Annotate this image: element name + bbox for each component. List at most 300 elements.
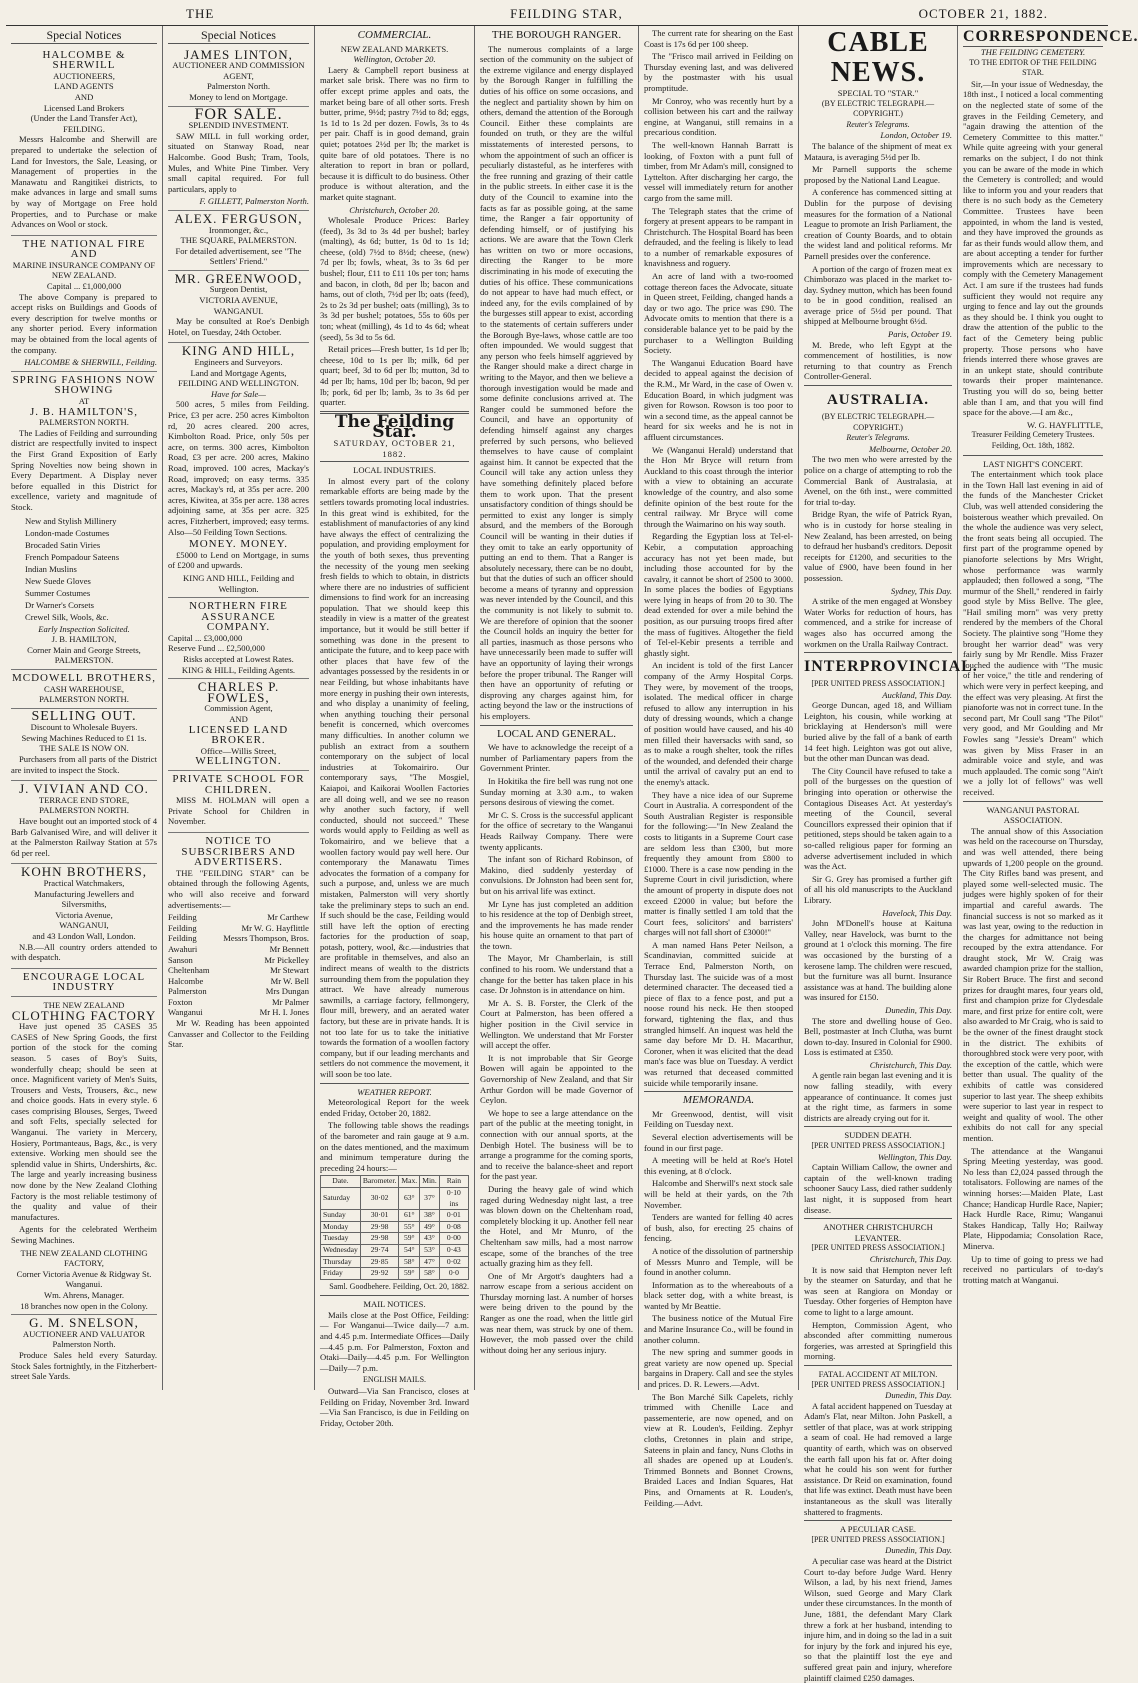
- agent-place: Halcombe: [168, 975, 204, 986]
- kinghill-sig: KING AND HILL, Feilding and Wellington.: [183, 572, 294, 594]
- notice-ad: [168, 833, 309, 1055]
- news-item: The business notice of the Mutual Fire and Marine Insurance Co., will be found in another column.: [644, 1313, 793, 1345]
- hamilton-inspect: Early Inspection Solicited.: [38, 623, 130, 634]
- agent-place: Feilding: [168, 922, 197, 933]
- weather-sig: Saml. Goodbehere. Feilding, Oct. 20, 1882.: [329, 1281, 469, 1291]
- table-row: [321, 1210, 469, 1222]
- table-cell: 63°: [399, 1187, 420, 1209]
- agent-name: Mrs Dungan: [265, 986, 309, 997]
- news-item: George Duncan, aged 18, and William Leighton, his cousin, while working at bricklaying at Henderson's mill were buried alive by the fall of a bank of earth 14 feet high. Leighton was got out alive, but the other man Duncan was dead.: [804, 700, 952, 764]
- column-5: [639, 26, 799, 1508]
- news-item: We (Wanganui Herald) understand that the Hon Mr Bryce will return from Auckland to this coast through the interior with a view to obtaining an accurate knowledge of the country, and also some definite opinion of the best route for the central railway. Mr Bryce will come through the Waimarino on his way south.: [644, 444, 793, 529]
- list-item: [168, 1007, 309, 1018]
- news-item: The new spring and summer goods in great variety are now opened up. Special bargains in Drapery. Call and see the styles and prices. D. R. Lewers.—Advt.: [644, 1347, 793, 1390]
- dateline-christchurch: Christchurch, October 20.: [349, 204, 440, 215]
- table-row: [321, 1221, 469, 1233]
- table-cell: 29·98: [360, 1233, 399, 1245]
- dateline: London, October 19.: [880, 130, 952, 141]
- weather-table: [320, 1175, 469, 1279]
- agent-place: Cheltenham: [168, 965, 210, 976]
- table-header: Max.: [399, 1176, 420, 1188]
- ferguson-note: For detailed advertisement, see "The Settlers' Friend.": [175, 245, 302, 267]
- list-item: [168, 976, 309, 987]
- table-cell: Saturday: [321, 1187, 361, 1209]
- dateline: Sydney, This Day.: [890, 585, 952, 596]
- snelson-name: G. M. SNELSON,: [29, 1315, 139, 1331]
- special-notices-header: Special Notices: [11, 30, 157, 44]
- northern-note: Risks accepted at Lowest Rates.: [183, 654, 294, 665]
- clothing-factory: THE NEW ZEALAND CLOTHING FACTORY,: [20, 1247, 148, 1269]
- dateline-wellington: Wellington, October 20.: [353, 54, 436, 65]
- kohn-line: and 43 London Wall, London.: [32, 930, 136, 941]
- linton-ad: [168, 47, 309, 107]
- reuter-line: Reuter's Telegrams.: [846, 119, 910, 129]
- agent-place: Sanson: [168, 954, 193, 965]
- hamilton-heading: SPRING FASHIONS NOW SHOWING: [12, 373, 156, 397]
- hamilton-at: AT: [78, 396, 90, 406]
- ferguson-line2: THE SQUARE, PALMERSTON.: [180, 235, 297, 246]
- dateline: Christchurch, This Day.: [869, 1059, 952, 1070]
- table-cell: 29·85: [360, 1256, 399, 1268]
- table-header: Min.: [420, 1176, 440, 1188]
- snelson-line2: Palmerston North.: [52, 1339, 116, 1350]
- news-item: A gentle rain began last evening and it is now falling steadily, with every appearance of continuance. It comes just at the right time, as farmers in some districts are already crying out for it.: [804, 1070, 952, 1123]
- columns: [6, 26, 1138, 1683]
- dateline: Dunedin, This Day.: [885, 1004, 952, 1015]
- table-cell: 0·01: [439, 1210, 468, 1222]
- reuter-line: Reuter's Telegrams.: [846, 433, 910, 443]
- news-item: The current rate for shearing on the East Coast is 17s 6d per 100 sheep.: [644, 28, 793, 49]
- mcdowell-place: PALMERSTON NORTH.: [39, 694, 129, 705]
- ranger-body: The numerous complaints of a large section of the community on the subject of the extreme vigilance and energy displayed by the Borough Ranger in fulfilling the duties of his office on some occasions, and the neglect and partiality shown by him on others, demand the attention of the Borough Council. Either these complaints are founded on truth, or they are the wilful misstatements of interested persons, to whom the appointment of such an officer is peculiarly distasteful, as he interferes with the free running and grazing of their cattle in the public streets. In either case it is the duty of the Council to examine into the facts as far as possible going, at the same time, the Ranger a fair opportunity of defending himself, or of justifying his actions. We are aware that the Town Clerk has written on two or more occasions, directing the Ranger to be more discriminating in his mode of executing the duties of his office. These communications do not appear to have had much effect, or indeed any, for the evils complained of by the burgesses still appear to exist, according to the statements of certain sufferers under the Borough Bye-laws, whose cattle are too often impounded. We would suggest that any person who feels himself aggrieved by the Ranger should make a direct charge in writing to the Mayor, and then we believe a thorough investigation would be made and some definite conclusions arrived at. The Ranger could be summoned before the Council, and have an opportunity of defending himself against any charges preferred by such persons, who believed themselves to have cause of complaint against him. It cannot be expected that the Council will take any action unless they have something definitely placed before them to work upon. That the present unsatisfactory condition of things should be permitted to exist any longer is simply absurd, and the members of the Borough Council will be wanting in their duties if they omit to take an early opportunity of putting an end to them. That a Ranger is absolutely necessary, there can be no doubt, but that the duties of such an officer should become a means of tyranny and oppression was never intended by the Council, and this the community is not likely to submit to. We are therefore of opinion that the sooner the Council holds an inquiry the better for all parties, inasmuch as those persons who have unnecessarily been made to suffer will have an opportunity of laying their wrongs before the proper tribunal. The Ranger will then have an opportunity of refuting or disproving any charges against him, for acting beyond the law or the instructions of his employers.: [480, 43, 633, 721]
- greenwood-ad: [168, 271, 309, 344]
- table-cell: 47°: [420, 1256, 440, 1268]
- kinghill-ad: [168, 343, 309, 598]
- ferguson-line1: Ironmonger, &c.,: [208, 224, 269, 235]
- table-cell: 0·00: [439, 1233, 468, 1245]
- news-item: An acre of land with a two-roomed cottage thereon faces the Advocate, situate in Queen street, Feilding, changed hands a day or two ago. The price was £90. The Advocate omits to mention that there is a considerable balance yet to be paid by the purchaser to a Wellington Building Society.: [644, 271, 793, 356]
- encourage-heading: ENCOURAGE LOCAL INDUSTRY: [22, 970, 146, 994]
- halcombe-line: FEILDING.: [63, 123, 105, 134]
- fowles-name: CHARLES P. FOWLES,: [197, 679, 280, 705]
- selling-line1: Discount to Wholesale Buyers.: [30, 722, 138, 733]
- masthead: [6, 6, 1108, 26]
- list-item: Summer Costumes: [25, 587, 91, 598]
- list-item: New and Stylish Millinery: [25, 515, 117, 526]
- news-item: The well-known Hannah Barratt is looking, of Foxton with a punt full of timber, from Mr Adam's mill, consigned to Lyttelton. After discharging her cargo, the vessel will immediately return for another cargo from the same mill.: [644, 139, 793, 203]
- table-cell: 54°: [399, 1244, 420, 1256]
- list-item: [168, 923, 309, 934]
- clothing-body: Have just opened 35 CASES 35 CASES of New Spring Goods, the first portion of the stock for the coming season. 5 cases of Boy's Suits, wonderfully cheap; should be seen at once. Magnificent variety of Men's Suits, Trousers and Vests, Trousers, &c., new and choice goods. Hats in every style. 6 cases comprising Blouses, Serges, Tweed and soft Felts, specially selected for Wanganui. The variety in Mercery, Hosiery, Portmanteaus, Bags, &c., is very extensive. Working men should see the splendid value in Shirts, Undershirts, &c. The large and yearly increasing business now done by the New Zealand Clothing Factory is the most reliable testimony of the quality and value of their manufactures.: [11, 1021, 157, 1222]
- news-item: In Hokitika the fire bell was rung not one Sunday morning at 3.30 a.m., to waken persons desirous of viewing the comet.: [480, 775, 633, 808]
- to-editor-line: TO THE EDITOR OF THE FEILDING STAR.: [969, 57, 1097, 78]
- paper-title: The Feilding Star.: [334, 411, 455, 443]
- forsale-sub: SPLENDID INVESTMENT.: [188, 120, 289, 131]
- selling-line2: Sewing Machines Reduced to £1 1s.: [21, 732, 147, 743]
- kinghill-moneybody: £5000 to Lend on Mortgage, in sums of £200 and upwards.: [168, 549, 309, 571]
- local-general-heading: LOCAL AND GENERAL.: [496, 727, 617, 740]
- clothing-name2: CLOTHING FACTORY: [11, 1007, 157, 1023]
- table-header: Date.: [321, 1176, 361, 1188]
- news-item: Regarding the Egyptian loss at Tel-el-Kebir, a computation approaching accuracy has not yet been made, but including those accounted for by the cavalry, it cannot be short of 2500 to 3000. In some places the bodies of Egyptians were lying in heaps of from 20 to 30. The dead extended for over a mile behind the position, as our pursuing troops fired after the mass of fugitives. Altogether the field of Tel-el-Kebir presents a terrible and ghastly sight.: [644, 531, 793, 658]
- column-2: [163, 26, 315, 1390]
- northern-name: NORTHERN FIRE ASSURANCE COMPANY.: [189, 600, 288, 634]
- halcombe-body: Messrs Halcombe and Sherwill are prepared to undertake the selection of Land for Investors, the Sale, Leasing, or Management of properties in the Manawatu and Rangitikei districts, to make advances in large and small sums by way of Mortgage on Free hold Properties, and to Purchase or make Advances on Wool or stock.: [11, 134, 157, 230]
- news-item: The balance of the shipment of meat ex Mataura, is averaging 5½d per lb.: [804, 140, 952, 162]
- special-line: SPECIAL TO "STAR.": [837, 88, 919, 98]
- news-item: An incident is told of the first Lancer company of the Army Hospital Corps. They were, by movement of the troops, isolated. The medical officer in charge refused to allow any interruption in his duty of dressing wounds, which a change of position would have caused, and his 40 men filled their haversacks with sand, so as to make a rough shelter, took the rifles of the wounded, and defended their charge until the arrival of cavalry put an end to the enemy's attack.: [644, 660, 793, 787]
- table-cell: Tuesday: [321, 1233, 361, 1245]
- greenwood-line2: VICTORIA AVENUE,: [199, 295, 278, 306]
- table-cell: Monday: [321, 1221, 361, 1233]
- letter-sig2: Treasurer Feilding Cemetery Trustees. Feilding, Oct. 18th, 1882.: [971, 430, 1095, 450]
- clothing-addr: Corner Victoria Avenue & Ridgway St. Wanganui.: [16, 1268, 152, 1290]
- dateline: Dunedin, This Day.: [885, 1390, 952, 1401]
- kinghill-name: KING AND HILL,: [181, 343, 296, 359]
- kohn-line: Practical Watchmakers,: [43, 878, 125, 888]
- masthead-date: OCTOBER 21, 1882.: [918, 6, 1048, 21]
- ranger-heading: THE BOROUGH RANGER.: [491, 29, 622, 41]
- press-line: [PER UNITED PRESS ASSOCIATION.]: [811, 1534, 945, 1544]
- news-item: We hope to see a large attendance on the part of the public at the meeting tonight, in connection with our annual sports, at the Denbigh Hotel. The business will be to arrange a programme for the coming sports, and to receive the balance-sheet and report for the past year.: [480, 1107, 633, 1182]
- forsale-body: SAW MILL in full working order, situated on Stanway Road, near Halcombe. Good Bush; Tram, Tools, Mules, and White Pine Timber. Very small capital required. For full particulars, apply to: [168, 130, 309, 194]
- halcombe-line: AND: [74, 91, 94, 102]
- clothing-name: THE NEW ZEALAND: [43, 999, 125, 1010]
- clothing-ad: [11, 997, 157, 1315]
- marine-capital: Capital ... £1,000,000: [46, 281, 122, 292]
- table-cell: 55°: [399, 1221, 420, 1233]
- list-item: Brocaded Satin Viries: [25, 539, 101, 550]
- halcombe-name: HALCOMBE & SHERWILL: [42, 48, 126, 72]
- news-item: Hempton, Commission Agent, who absconded after committing numerous forgeries, was arrested at Springfield this morning.: [804, 1319, 952, 1362]
- news-item: Bridge Ryan, the wife of Patrick Ryan, who is in custody for horse stealing in New Zealand, has been arrested, on being to defraud her husband's creditors. Deposit receipts for £1200, and securities to the value of £900, have been found in her possession.: [804, 509, 952, 583]
- english-mail-heading: ENGLISH MAILS.: [362, 1375, 427, 1385]
- halcombe-line: AUCTIONEERS,: [53, 70, 115, 81]
- news-item: It is not improbable that Sir George Bowen will again be appointed to the Governorship of New Zealand, and that Sir Arthur Gordon will be made Governor of Ceylon.: [480, 1052, 633, 1106]
- list-item: [168, 955, 309, 966]
- kinghill-line1: Engineers and Surveyors.: [194, 357, 283, 368]
- concert-body: The entertainment which took place in the Town Hall last evening in aid of the funds of the Manchester Cricket Club, was well attended considering the boisterous weather which prevailed. On the whole the audience was very select, the front seats being all occupied. The first part of the programme opened by pianoforte selections by Mrs Wright, whose performance was warmly applauded; then followed a song, "The murmur of the Shell," rendered in fairly good style by Miss Bellve. The glee, "Hail smiling morn" was very pretty rendered by the members of the Choral Society. The plaintive song "Home they brought her warrior dead" was very fairly sung by Mr Rendle. Miss Frazer touched the audience with "The music of her voice," the title and rendering of which were very in perfect keeping, and the effect was very pleasing. At first the pianoforte was not in correct tune. In the second part, Mr Coull sang "The Pilot" very good, and Mr Goulding and Mr Fowles sang "Jessie's Dream" which was given by Miss Fraser in an admirable voice and style, and was much applauded. The comic song "Ain't we a jolly lot of fellows" was well received.: [963, 469, 1103, 797]
- agent-name: Mr Carthew: [267, 912, 309, 923]
- list-item: Dr Warner's Corsets: [25, 599, 94, 610]
- markets-heading: NEW ZEALAND MARKETS.: [340, 43, 449, 54]
- selling-heading: SELLING OUT.: [31, 708, 137, 724]
- marine-name2: MARINE INSURANCE COMPANY OF NEW ZEALAND.: [12, 259, 156, 281]
- linton-name: JAMES LINTON,: [184, 46, 293, 62]
- agent-name: Mr H. I. Jones: [259, 1007, 309, 1018]
- kohn-line: Victoria Avenue,: [55, 909, 113, 920]
- table-cell: Friday: [321, 1268, 361, 1280]
- kinghill-money: MONEY. MONEY.: [188, 538, 289, 551]
- dateline: Dunedin, This Day.: [885, 1545, 952, 1556]
- special-notices-header: Special Notices: [168, 30, 309, 44]
- fowles-line3: LICENSED LAND BROKER.: [188, 723, 289, 747]
- table-row: [321, 1244, 469, 1256]
- news-item: A strike of the men engaged at Wonsbey Water Works for reduction of hours, has commenced, and a strike for increase of wages also has occurred among the workmen on the Uralla Railway Contract.: [804, 596, 952, 649]
- column-4: [475, 26, 639, 1390]
- snelson-line1: AUCTIONEER AND VALUATOR: [22, 1328, 146, 1339]
- notice-body: THE "FEILDING STAR" can be obtained through the following Agents, who will also receive and forward advertisements:—: [168, 867, 309, 910]
- table-cell: 30·02: [360, 1187, 399, 1209]
- hamilton-list: [25, 515, 157, 623]
- table-cell: 59°: [399, 1268, 420, 1280]
- clothing-agents: Agents for the celebrated Wertheim Sewing Machines.: [11, 1224, 157, 1245]
- table-cell: Thursday: [321, 1256, 361, 1268]
- table-cell: 58°: [420, 1268, 440, 1280]
- news-item: Mr Parnell supports the scheme proposed by the National Land League.: [804, 164, 952, 185]
- school-body: MISS M. HOLMAN will open a Private School for Children in November.: [168, 795, 309, 827]
- news-item: Sir G. Grey has promised a further gift of all his old manuscripts to the Auckland Library.: [804, 873, 952, 905]
- australia-heading: AUSTRALIA.: [826, 392, 930, 409]
- wanganui-heading: WANGANUI PASTORAL ASSOCIATION.: [986, 804, 1080, 826]
- agent-name: Messrs Thompson, Bros.: [223, 933, 309, 944]
- press-line: [PER UNITED PRESS ASSOCIATION.]: [811, 1243, 945, 1253]
- table-row: [321, 1268, 469, 1280]
- table-cell: 58°: [399, 1256, 420, 1268]
- table-cell: 53°: [420, 1244, 440, 1256]
- agent-name: Mr Bennett: [269, 943, 309, 954]
- halcombe-line: Licensed Land Brokers: [43, 102, 125, 113]
- dateline: Auckland, This Day.: [882, 689, 952, 700]
- news-item: Up to time of going to press we had received no particulars of to-day's trotting match at Wanganui.: [963, 1253, 1103, 1285]
- table-cell: 29·92: [360, 1268, 399, 1280]
- kohn-line: Manufacturing Jewellers and Silversmiths,: [34, 888, 134, 910]
- agent-list: [168, 912, 309, 1018]
- agent-place: Palmerston: [168, 986, 207, 997]
- news-item: The attendance at the Wanganui Spring Meeting yesterday, was good. No less than £2,024 passed through the totalisators. Following are names of the winning horses:—Maiden Plate, Last Chance; Handicap Hurdle Race, Napier; Hack Hurdle Race, Rimu; Wanganui Stakes Handicap, Tally Ho; Railway Plate, Hippodamia; Consolation Race, Minerva.: [963, 1145, 1103, 1251]
- news-item: A meeting will be held at Roe's Hotel this evening, at 8 o'clock.: [644, 1155, 793, 1176]
- agent-place: Awahuri: [168, 943, 198, 954]
- agent-name: Mr W. G. Hayflittle: [241, 922, 309, 933]
- table-header: Rain: [439, 1176, 468, 1188]
- table-cell: 0·10 ins: [439, 1187, 468, 1209]
- dateline: Paris, October 19.: [888, 329, 952, 340]
- news-item: The Telegraph states that the crime of forgery at present appears to be rampant in Christchurch. The Hospital Board has been defrauded, and the feeling is likely to lead to a number of remarkable exposures of knavishness and roguery.: [644, 205, 793, 269]
- commercial-body: Retail prices—Fresh butter, 1s 1d per lb; cheese, 10d to 1s per lb; milk, 6d per quart; beef, 3d to 6d per lb; mutton, 3d to 4d per lb; hams, 10d per lb; bacon, 9d per lb; pork, 6d per lb; lamb, 3s to 3s 6d per quarter.: [320, 344, 469, 408]
- kinghill-line2: Land and Mortgage Agents,: [190, 367, 287, 378]
- weather-body: The following table shows the readings of the barometer and rain gauge at 9 a.m. on the dates mentioned, and the maximum and minimum temperature during the preceding 24 hours:—: [320, 1120, 469, 1173]
- table-cell: 59°: [399, 1233, 420, 1245]
- vivian-ad: [11, 781, 157, 864]
- correspondence-heading: CORRESPONDENCE.: [963, 28, 1138, 45]
- school-ad: [168, 771, 309, 833]
- table-cell: 29·98: [360, 1221, 399, 1233]
- table-cell: 37°: [420, 1187, 440, 1209]
- news-item: Captain William Callow, the owner and captain of the well-known trading schooner Saucy Lass, died rather suddenly last night, it is supposed from heart disease.: [804, 1162, 952, 1215]
- mail-heading: MAIL NOTICES.: [363, 1299, 426, 1310]
- news-item: A notice of the dissolution of partnership of Messrs Munro and Temple, will be found in another column.: [644, 1245, 793, 1278]
- news-item: A portion of the cargo of frozen meat ex Chimborazo was placed in the market to-day. Sydney mutton, which has been found to be in good condition, realised an average price of 5½d per pound. That shipped at Melbourne brought 6½d.: [804, 263, 952, 327]
- forsale-ad: [168, 107, 309, 211]
- list-item: [168, 986, 309, 997]
- agent-place: Wanganui: [168, 1007, 203, 1018]
- mcdowell-name: MCDOWELL BROTHERS,: [11, 671, 157, 684]
- vivian-line1: TERRACE END STORE,: [38, 794, 130, 805]
- marine-name: THE NATIONAL FIRE AND: [22, 237, 146, 261]
- selling-line3: THE SALE IS NOW ON.: [39, 743, 129, 754]
- news-item: During the heavy gale of wind which raged during Wednesday night last, a tree was blown down on the Cheltenham road, completely blocking it up. Another fell near the Hotel, and Mr Munro, of the Cheltenham saw mills, had a most narrow escape, some of the branches of the tree actually grazing him as they fell.: [480, 1183, 633, 1269]
- hamilton-ad: [11, 372, 157, 670]
- mail-body: Mails close at the Post Office, Feilding:— For Wanganui—Twice daily—7 a.m. and 4.45 p.m. Intermediate Offices—Daily—4.45 p.m. For Palmerston, Foxton and Otaki—Daily—4.45 p.m. For Wellington—Daily—7 p.m.: [320, 1309, 469, 1373]
- news-item: Halcombe and Sherwill's next stock sale will be held at their yards, on the 7th November.: [644, 1178, 793, 1210]
- table-row: [321, 1256, 469, 1268]
- hamilton-body: The Ladies of Feilding and surrounding district are respectfully invited to inspect the First Grand Exposition of Early Spring Novelties now being shown in Every Department. A Display never before equalled in this District for excellence, variety and magnitude of Stock.: [11, 427, 157, 512]
- vivian-name: J. VIVIAN AND CO.: [19, 781, 149, 797]
- northern-ad: [168, 598, 309, 679]
- greenwood-line1: Surgeon Dentist,: [209, 284, 268, 295]
- list-item: [168, 912, 309, 923]
- peculiar-case-heading: A PECULIAR CASE.: [839, 1524, 917, 1535]
- news-item: Mr A. S. B. Forster, the Clerk of the Court at Palmerston, has been offered a higher position in the Civil service in Wellington. We understand that Mr Forster will accept the offer.: [480, 997, 633, 1051]
- table-cell: 61°: [399, 1210, 420, 1222]
- editorial-body: In almost every part of the colony remarkable efforts are being made by the settlers towards promoting local industries. In this great wind is exhibited, for the establishment of manufactories of any kind have always the effect of centralizing the population, and providing employment for the youth of both sexes, thus preventing the necessity of the young men seeking fresh fields to which to obtain, in districts where there are no industries of sufficient dimensions to find work for an increasing population. That we should keep this steadily in view is a matter of the greatest importance, but it would be still better if something was done in the present to anticipate the future, and to keep pace with other places that have few of the advantages possessed by the residents in or near Feilding, but whose inhabitants have more energy in pushing their own interests, and who display a unanimity of feeling, when anything touching their personal benefit is concerned, which overcomes many difficulties. In another column we publish an extract from a southern contemporary on the subject of local industries at Tokomairiro. Our contemporary says, "The Mosgiel, Kaiapoi, and Kaikorai Woollen Factories are all doing well, and we see no reason why another such factory, if well conducted, should not succeed." These words would apply to Feilding as well as Tokomairiro, and we believe that a woollen factory would pay well here. Our contemporary the Manawatu Times advocates the formation of a company for such a purpose, and, unless we are much mistaken, Palmerston will very shortly take the preliminary steps to such an end. If such should be the case, Feilding would still have left the option of erecting factories for the production of soap, potash, pottery, wool, &c.—industries that are profitable in themselves, and also an indirect means of wealth to the districts surrounding them from the population they attract. We have already numerous sawmills, a carriage factory, fellmongery, flour mill, brewery, and an aerated water factory, but these are in private hands. It is not too late for us to take the initiative towards the formation of a woollen factory company, but if our leading merchants and settlers do not commence the movement, it will soon be too late.: [320, 475, 470, 1079]
- hamilton-name: J. B. HAMILTON'S,: [30, 405, 138, 418]
- list-item: London-made Costumes: [25, 527, 110, 538]
- table-cell: 38°: [420, 1210, 440, 1222]
- dateline: Wellington, This Day.: [877, 1151, 952, 1162]
- northern-reserve: Reserve Fund ... £2,500,000: [168, 643, 265, 654]
- mcdowell-line: CASH WAREHOUSE,: [43, 683, 125, 694]
- ferguson-name: ALEX. FERGUSON,: [174, 210, 303, 226]
- list-item: [168, 933, 309, 944]
- interprovincial-heading: INTERPROVINCIAL.: [804, 658, 978, 676]
- fowles-line2: AND: [229, 714, 248, 725]
- dateline: Christchurch, This Day.: [869, 1253, 952, 1264]
- fowles-ad: [168, 679, 309, 771]
- greenwood-line3: WANGANUI.: [213, 305, 264, 316]
- hamilton-place: PALMERSTON NORTH.: [39, 417, 129, 428]
- bytel-line: (BY ELECTRIC TELEGRAPH.—COPYRIGHT.): [821, 412, 935, 432]
- news-item: Mr Conroy, who was recently hurt by a collision between his cart and the railway engine, at Wanganui, still remains in a precarious condition.: [644, 95, 793, 138]
- snelson-body: Produce Sales held every Saturday. Stock Sales fortnightly, in the Fitzherbert-street Sale Yards.: [11, 1349, 157, 1382]
- table-cell: Sunday: [321, 1210, 361, 1222]
- news-item: A peculiar case was heard at the District Court to-day before Judge Ward. Henry Wilson, a lad, by his next friend, James Wilson, sued George and Mary Clark under these circumstances. In the month of June, 1881, the defendant Mary Clark threw a fork at her husband, intending to injure him, and in doing so the lad in a suit for injury by the fork and injured his eye, so that the plaintiff lost the eye and suffered great pain and injury, wherefore plaintiff claimed £250 damages.: [804, 1556, 952, 1683]
- press-line: [PER UNITED PRESS ASSOCIATION.]: [811, 1141, 945, 1151]
- editorial-heading: LOCAL INDUSTRIES.: [353, 465, 436, 476]
- news-item: One of Mr Argott's daughters had a narrow escape from a serious accident on Thursday morning last. A number of horses were being driven to the pound by the Ranger as one the road, when the little girl was near them, was struck by one of them. However, the mob passed over the child without doing her any serious injury.: [480, 1270, 633, 1355]
- news-item: The two men who were arrested by the police on a charge of attempting to rob the Commercial Bank of Australasia, at Avenel, on the 6th inst., were committed for trial to-day.: [804, 454, 952, 507]
- linton-note: Money to lend on Mortgage.: [189, 91, 288, 102]
- list-item: [168, 997, 309, 1008]
- notice-heading: NOTICE TO SUBSCRIBERS AND ADVERTISERS.: [181, 834, 296, 869]
- notice-note: Mr W. Reading has been appointed Canvasser and Collector to the Feilding Star.: [168, 1018, 309, 1050]
- agent-place: Foxton: [168, 996, 193, 1007]
- table-cell: 29·74: [360, 1244, 399, 1256]
- letter-body: Sir,—In your issue of Wednesday, the 18th inst., I noticed a local commenting on the neglected state of some of the graves in the Feilding Cemetery, and "again drawing the attention of the Cemetery Committee to this matter." While quite agreeing with your general remarks on the subject, I do not think you can be aware of the mode in which the Cemetery is controlled; and would like to inform you and your readers that there is no such body as the Cemetery Committee. Trustees have been appointed, in whom the land is vested, and they have improved the grounds as far as their funds would allow them, and are about accepting a tender for further improvements which are necessary to comply with the Cemetery Management Act. I am sure if the trustees had funds sufficient they would not require any urging to fence and lay out the grounds as they should be. I think you ought to draw the attention of the public to the fact of the Cemetery being public property. Those persons who have friends interred there whose graves are in an unkept state, should contribute towards their proper maintenance. Trusting you will do so, being better able than I am, and that you will find space for the above.—I am &c.,: [963, 78, 1103, 418]
- vivian-body: Have bought out an imported stock of 4 Barb Galvanised Wire, and will deliver it at the Palmerston Railway Station at 57s 6d per reel.: [11, 816, 157, 858]
- hamilton-sig: J. B. HAMILTON,: [51, 634, 117, 645]
- dateline: Melbourne, October 20.: [868, 443, 952, 454]
- halcombe-line: (Under the Land Transfer Act),: [30, 113, 138, 124]
- news-item: We have to acknowledge the receipt of a number of Parliamentary papers from the Government Printer.: [480, 742, 633, 774]
- news-item: Mr Lyne has just completed an addition to his residence at the top of Denbigh street, and the improvements he has made render his house quite an ornament to that part of the town.: [480, 898, 633, 951]
- table-cell: 0·02: [439, 1256, 468, 1268]
- bytel-line: (BY ELECTRIC TELEGRAPH.—COPYRIGHT.): [821, 98, 935, 119]
- cable-news-heading: CABLE NEWS.: [827, 27, 929, 88]
- news-item: John M'Donell's house at Kaituna Valley, near Havelock, was burnt to the ground at 1 o'clock this morning. The fire was occasioned by the bursting of a kerosene lamp. The children were rescued, but the furniture was all burnt. Insurance assistance was at hand. The building alone was insured for £150.: [804, 918, 952, 1003]
- vivian-line2: PALMERSTON NORTH.: [39, 805, 129, 816]
- hamilton-addr: Corner Main and George Streets, PALMERSTON.: [27, 644, 141, 666]
- greenwood-note: May be consulted at Roe's Denbigh Hotel, on Tuesday, 24th October.: [168, 316, 309, 337]
- halcombe-ad: [11, 47, 157, 236]
- kohn-name: KOHN BROTHERS,: [21, 864, 147, 880]
- agent-name: Mr W. Bell: [270, 975, 309, 986]
- mcdowell-ad: [11, 670, 157, 709]
- column-1: [6, 26, 163, 1390]
- kinghill-forsale: Have for Sale—: [211, 388, 266, 399]
- masthead-the: THE: [186, 6, 215, 21]
- list-item: French Pompadour Sateens: [25, 551, 120, 562]
- table-row: [321, 1233, 469, 1245]
- list-item: New Suede Gloves: [25, 575, 91, 586]
- levanter-heading: ANOTHER CHRISTCHURCH LEVANTER.: [823, 1222, 933, 1243]
- dateline: Havelock, This Day.: [882, 907, 952, 918]
- agent-place: Feilding: [168, 912, 197, 923]
- concert-heading: LAST NIGHT'S CONCERT.: [983, 458, 1083, 469]
- table-cell: 0·08: [439, 1221, 468, 1233]
- news-item: Information as to the whereabouts of a black setter dog, with a white breast, is wanted by Mr Beattie.: [644, 1279, 793, 1311]
- news-item: The Wanganui Education Board have decided to appeal against the decision of the R.M., Mr Ward, in the case of Owen v. Education Board, in which judgment was given for Rowson. Rowson is too poor to win a second time, as the appeal cannot be heard for six weeks and he is not in affluent circumstances.: [644, 357, 793, 442]
- news-item: The Bon Marché Silk Capelets, richly trimmed with Chenille Lace and passementerie, are now opened, and on view at R. Louden's, Feilding. Zephyr cloths, Cretonnes in plain and stripe, Sateens in plain and fancy, Nuns Cloths in all shades are opened up at Louden's. Trimmed Bonnets and Bonnet Crowns, Braided Laces and Indian Squares, Hat Pins, and Ornaments at R. Louden's, Feilding.—Advt.: [644, 1391, 793, 1508]
- news-item: The "Frisco mail arrived in Feilding on Thursday evening last, and was delivered by the postmaster with his usual promptitude.: [644, 51, 793, 93]
- kohn-line: WANGANUI,: [59, 920, 109, 931]
- news-item: The store and dwelling house of Geo. Bell, postmaster at Inch Clutha, was burnt down to-day. Insured in Colonial for £900. Loss is estimated at £350.: [804, 1015, 952, 1058]
- list-item: Crewel Silk, Wools, &c.: [25, 611, 109, 622]
- agent-place: Feilding: [168, 933, 197, 944]
- northern-sig: KING & HILL, Feilding Agents.: [181, 664, 296, 675]
- news-item: The City Council have refused to take a poll of the burgesses on the question of bringing into operation or otherwise the Contagious Diseases Act. At yesterday's meeting of the Council, several Councillors expressed their opinion that if petitioned, steps should be taken again to a so-called religious paper for forming an adverse advertisement included in which was the Act.: [804, 765, 952, 872]
- fowles-line5: WELLINGTON.: [195, 755, 282, 768]
- table-cell: 0·43: [439, 1244, 468, 1256]
- kinghill-body: 500 acres, 5 miles from Feilding. Price, £3 per acre. 250 acres Kimbolton rd, 20 acres cleared. 200 acres, Kimbolton Road. Price, only 50s per acre, on terms. 300 acres, Kimbolton Road, £3 per acre. 200 acres, Makino Road, improved. 100 acres, Mackay's Road, improved; on easy terms. 335 acres, Mackay's rd, at 35s per acre. 200 acres, Kiwitea, at 35s per acre. 138 acres adjoining same, at 35s per acre. 325 acres, Fitzherbert, improved; easy terms. Also—50 Feilding Town Sections.: [168, 399, 309, 537]
- table-row: [321, 1187, 469, 1209]
- news-item: Mr Greenwood, dentist, will visit Feilding on Tuesday next.: [644, 1108, 793, 1130]
- table-cell: 49°: [420, 1221, 440, 1233]
- press-line: [PER UNITED PRESS ASSOCIATION.]: [811, 1379, 945, 1389]
- agent-name: Mr Palmer: [272, 996, 309, 1007]
- fowles-line4: Office—Willis Street,: [200, 745, 277, 756]
- list-item: [168, 965, 309, 976]
- clothing-branches: 18 branches now open in the Colony.: [20, 1300, 148, 1311]
- selling-ad: [11, 709, 157, 782]
- english-mail-body: Outward—Via San Francisco, closes at Feilding on Friday, November 3rd. Inward—Via San Francisco, is due in Feilding on Friday, October 20th.: [320, 1386, 469, 1428]
- kohn-note: N.B.—All country orders attended to with despatch.: [11, 941, 157, 963]
- school-heading: PRIVATE SCHOOL FOR CHILDREN.: [172, 773, 305, 796]
- memoranda-heading: MEMORANDA.: [682, 1094, 755, 1107]
- list-item: [168, 944, 309, 955]
- table-cell: 43°: [420, 1233, 440, 1245]
- cemetery-heading: THE FEILDING CEMETERY.: [980, 47, 1086, 57]
- weather-heading: WEATHER REPORT.: [357, 1086, 432, 1097]
- table-cell: 0·0: [439, 1268, 468, 1280]
- ferguson-ad: [168, 211, 309, 271]
- linton-line: Palmerston North.: [206, 81, 270, 92]
- halcombe-line: LAND AGENTS: [54, 81, 114, 92]
- commercial-heading: COMMERCIAL.: [357, 29, 432, 41]
- list-item: Indian Muslins: [25, 563, 77, 574]
- wanganui-body: The annual show of this Association was held on the racecourse on Thursday, and was well attended, there being upwards of 1,200 people on the ground. The City Rifles band was present, and played some well-selected music. The judges were highly spoken of for their impartial and careful awards. The financial success is not so marked as it was last year, owing to the reduction in the charges for admittance not being recouped by the extra attendance. For draught stock, Mr W. Craig was awarded champion prize for the stallion, Sir Robert Bruce. The first and second prizes for draught mares, four years old, first and champion prize for Clydesdale mare, and first prize for entire colt, were also awarded to Mr Craig, who is said to be the owner of the finest draught stock in the district. The exhibits of thoroughbred stock were very poor, with the exception of the cattle, which were better than usual. The quality of the exhibits of cattle was considered superior to last year. The sheep exhibits were superior to last year in respect to weight and quality of wool. The other exhibits do not call for any special mention.: [963, 825, 1103, 1143]
- news-item: Mr C. S. Cross is the successful applicant for the office of secretary to the Wanganui Heads Railway Company. There were twenty applicants.: [480, 809, 633, 852]
- snelson-ad: [11, 1315, 157, 1387]
- marine-body: The above Company is prepared to accept risks on Buildings and Goods of every description for twelve months or any shorter period. Every information may be obtained from the local agents of the company.: [11, 291, 157, 355]
- marine-ad: [11, 236, 157, 372]
- forsale-heading: FOR SALE.: [194, 105, 283, 123]
- forsale-sig: F. GILLETT, Palmerston North.: [199, 196, 309, 207]
- kohn-ad: [11, 864, 157, 968]
- commercial-body: Wholesale Produce Prices: Barley (feed), 3s 3d to 3s 4d per bushel; barley (malting), 4s 6d; butter, 1s 0d to 1s 1d; cheese, (old) 7½d to 8½d; cheese, (new) 7d per lb; fowls, wheat, 3s to 3s 6d per bushel; flour, £11 to £11 10s per ton; hams and bacon, in cloth, 8d per lb; bacon and hams, out of cloth, 7½d per lb; oats (feed), 2s to 2s 3d per bushel; oats (milling), 3s to 3s 3d per bushel; potatoes, 55s to 60s per ton; wheat (milling), 4s 1d to 4s 6d; wheat (seed), 5s 3d to 5s 6d.: [320, 215, 469, 342]
- news-item: They have a nice idea of our Supreme Court in Australia. A correspondent of the South Australian Register is responsible for the following:—"In New Zealand the costs to litigants in a Supreme Court case are seldom less than £300, but more frequently they amount from £800 to £1000. There is a case now pending in the Supreme Court in civil jurisdiction, where the amount of property in dispute does not exceed £2000 in value; but before the matter is finally settled I am told that the Court fees, solicitors' and barristers' charges will not fall short of £3000!": [644, 789, 793, 938]
- greenwood-name: MR. GREENWOOD,: [174, 270, 303, 286]
